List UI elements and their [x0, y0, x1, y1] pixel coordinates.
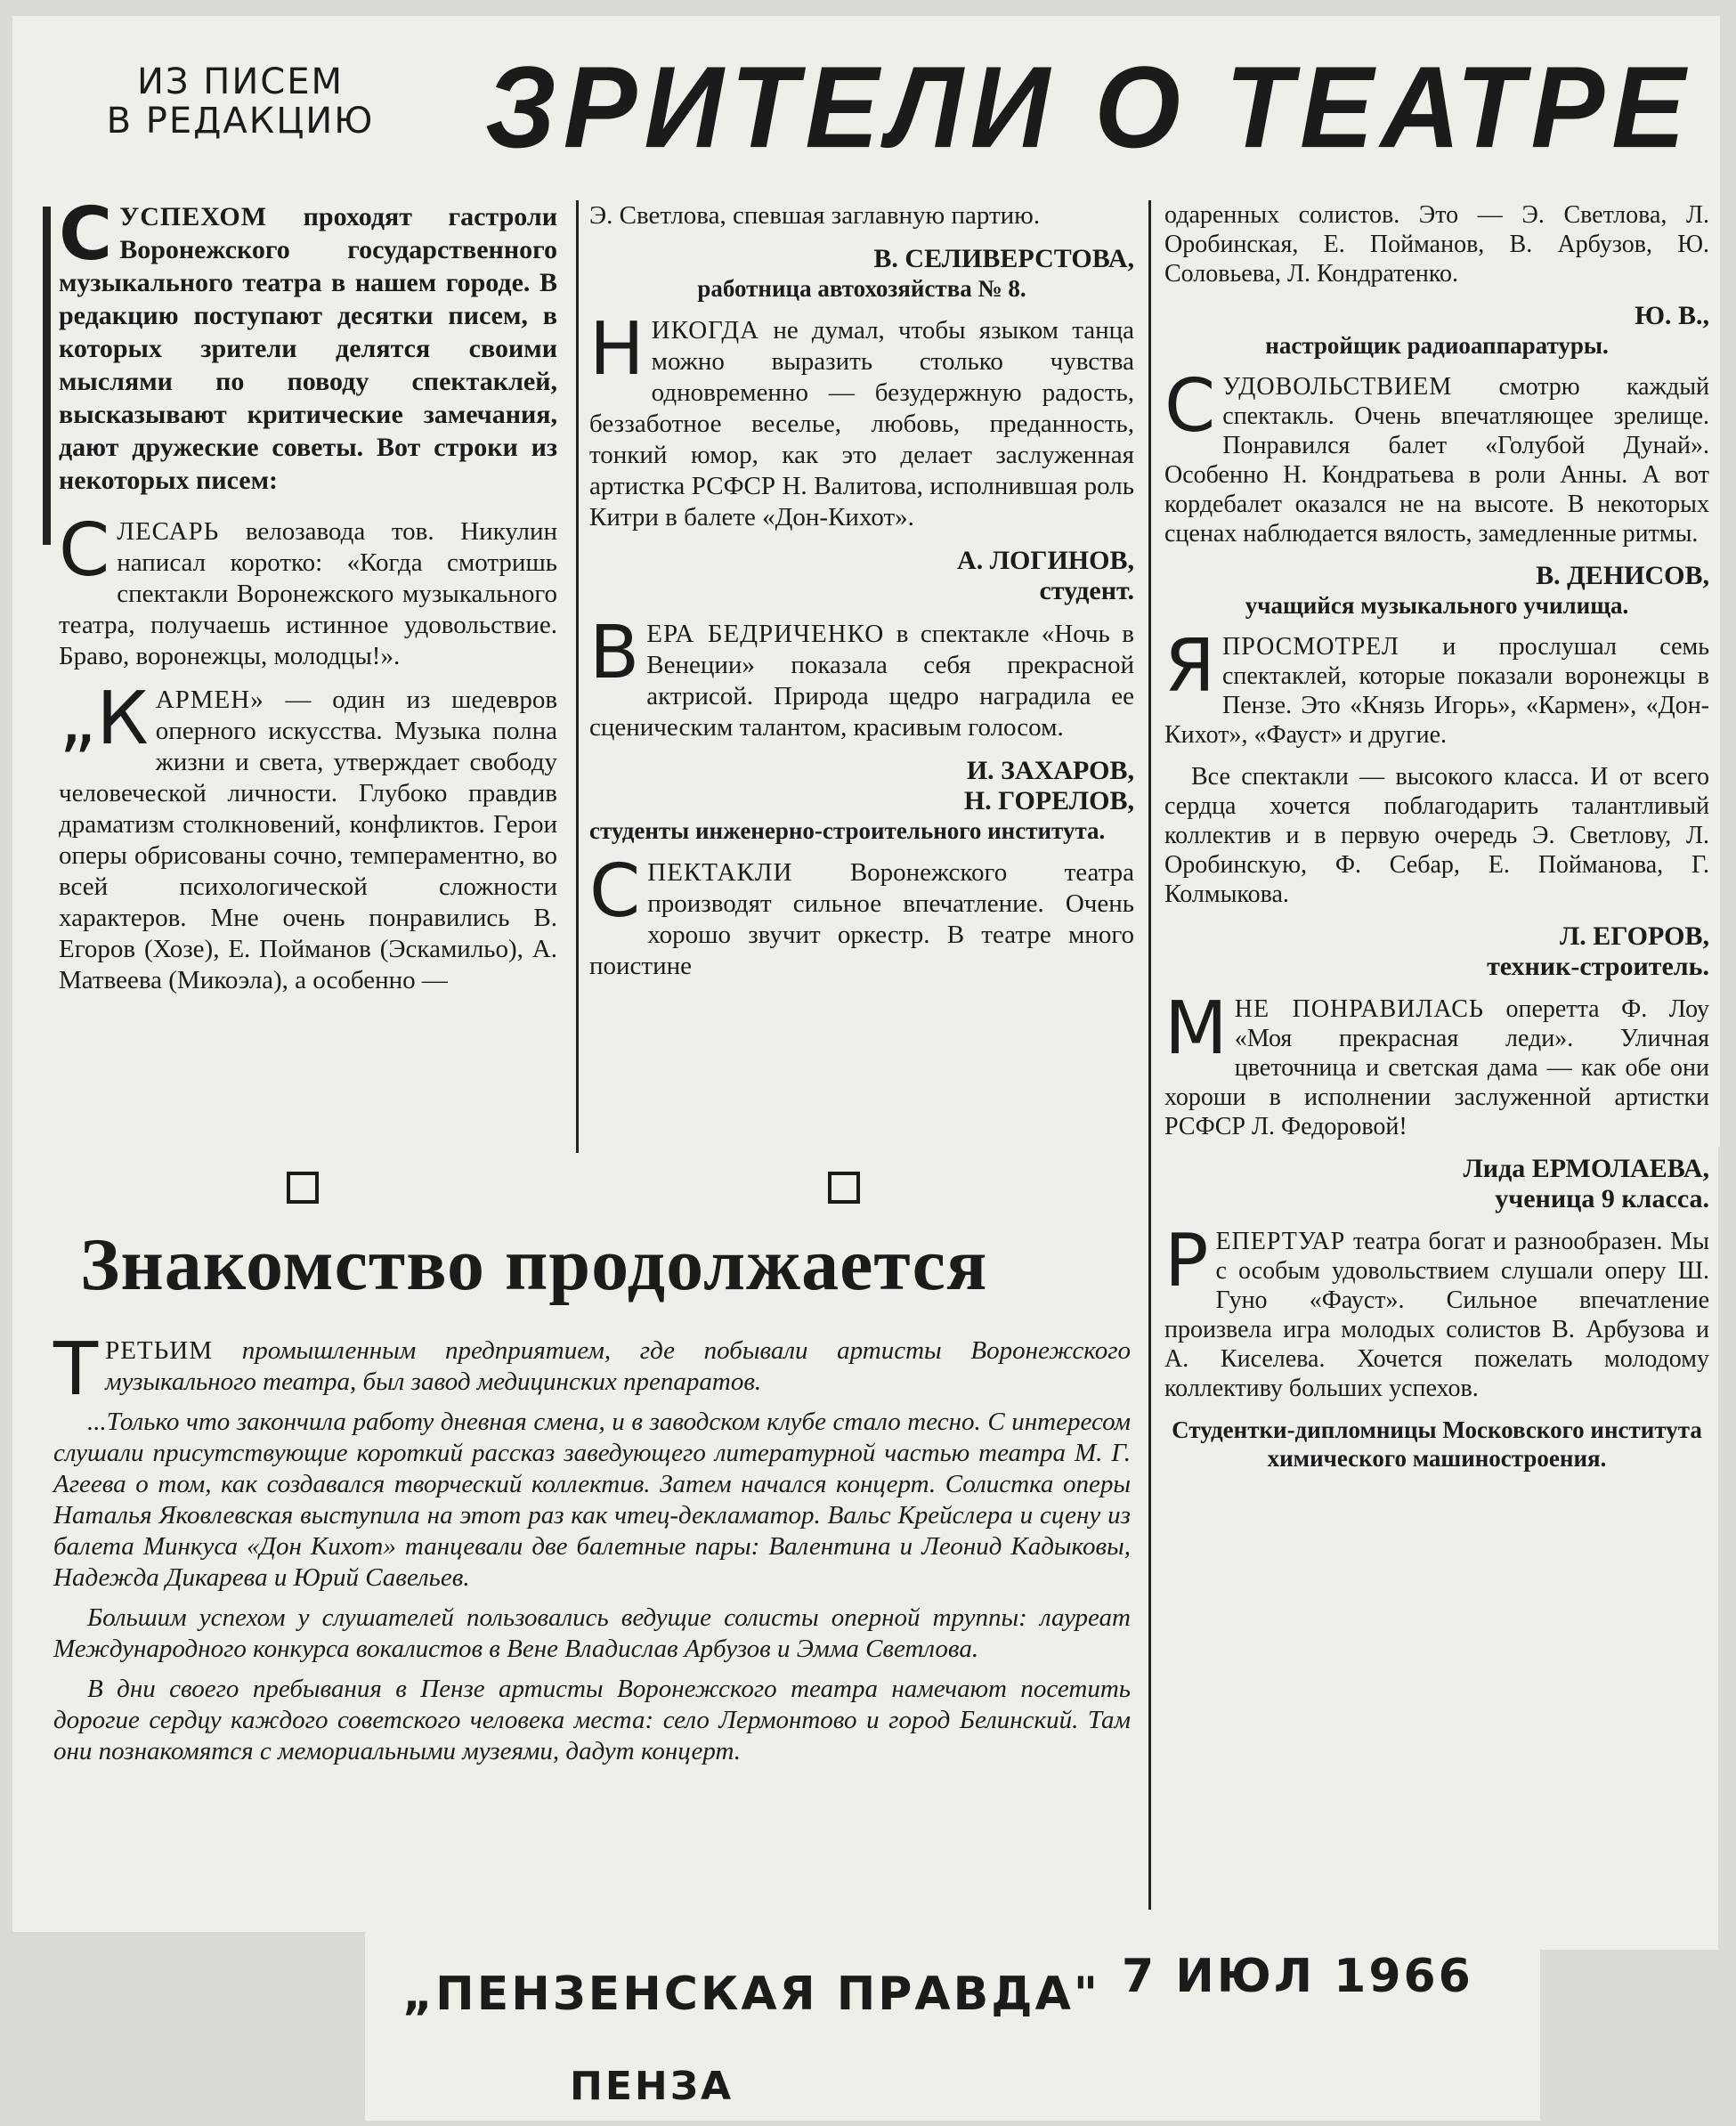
lead-caps: ИКОГДА — [651, 316, 760, 345]
letter-paragraph: Э. Светлова, спевшая заглавную партию. — [589, 201, 1041, 230]
signature-role: студент. — [1039, 576, 1134, 605]
signature-role: студенты инженерно-строительного института. — [589, 817, 1106, 844]
drop-cap: Н — [589, 307, 645, 392]
lead-caps: НЕ ПОНРАВИЛАСЬ — [1234, 995, 1484, 1023]
letter-paragraph — [589, 307, 1135, 533]
paragraph-text: не думал, чтобы языком танца можно выразить столько чувства одновременно — безудержную радость, беззаботное веселье, любовь, преданность, тонкий юмор, как это делает заслуженная артистка РСФСР Н. Валитова, исполнившая роль Китри в балете «Дон-Кихот». — [589, 316, 1135, 532]
letter-paragraph — [1164, 364, 1709, 548]
page-title: ЗРИТЕЛИ О ТЕАТРЕ — [485, 43, 1692, 173]
lead-text: проходят гастроли Воронежского государственного музыкального театра в нашем городе. В редакцию поступают десятки писем, в которых зрители делятся своими мыслями по поводу спектаклей, высказывают критические замечания, дают дружеские советы. Вот строки из некоторых писем: — [59, 202, 557, 495]
drop-cap: М — [1164, 986, 1228, 1071]
signature-name: Лида ЕРМОЛАЕВА, — [1463, 1154, 1709, 1183]
column-1 — [59, 192, 558, 1009]
letter-paragraph — [589, 849, 1135, 982]
signature-name: В. ДЕНИСОВ, — [1536, 561, 1709, 590]
issue-date: 7 ИЮЛ 1966 — [1122, 1950, 1473, 2003]
paragraph-text: смотрю каждый спектакль. Очень впечатляющее зрелище. Понравился балет «Голубой Дунай». Особенно Н. Кондратьева в роли Анны. А вот кордебалет оказался не на высоте. В некоторых сценах наблюдается вялость, замедленные ритмы. — [1164, 373, 1709, 548]
paragraph-text: театра богат и разнообразен. Мы с особым удовольствием слушали оперу Ш. Гуно «Фауст». Сильное впечатление произвела игра молодых солистов В. Арбузова и А. Киселева. Хочется пожелать молодому коллективу больших успехов. — [1164, 1228, 1709, 1402]
paragraph-text: в спектакле «Ночь в Венеции» показала себя прекрасной актрисой. Природа щедро наградила ее сценическим талантом, красивым голосом. — [589, 620, 1134, 742]
drop-cap: Т — [53, 1327, 99, 1412]
separator-square — [287, 1172, 319, 1204]
rubric-kicker — [89, 62, 392, 141]
drop-cap: С — [1164, 364, 1216, 449]
signature-name: Л. ЕГОРОВ, — [1559, 921, 1709, 951]
intro-side-bar — [43, 207, 51, 545]
signature-role: учащийся музыкального училища. — [1245, 592, 1629, 619]
newspaper-name: „ПЕНЗЕНСКАЯ ПРАВДА" — [402, 1968, 1100, 2021]
lead-caps: УСПЕХОМ — [119, 202, 268, 231]
article-paragraph: ...Только что закончила работу дневная смена, и в заводском клубе стало тесно. С интересом слушали присутствующие короткий рассказ заведующего литературной частью театра М. Г. Агеева о том, как создавался творческий коллектив. Затем начался концерт. Солистка оперы Наталья Яковлевская выступила на этот раз как чтец-декламатор. Вальс Крейслера и сцену из балета Минкуса «Дон Кихот» танцевали две балетные пары: Валентина и Леонид Кадыковы, Надежда Дикарева и Юрий Савельев. — [53, 1408, 1131, 1592]
signature-name: В. СЕЛИВЕРСТОВА, — [873, 244, 1134, 273]
separator-square — [828, 1172, 860, 1204]
signature-role: Студентки-дипломницы Московского института химического машиностроения. — [1172, 1416, 1702, 1472]
letter-paragraph — [1164, 986, 1709, 1141]
column-2 — [589, 200, 1134, 994]
signature-role: настройщик радиоаппаратуры. — [1265, 332, 1609, 359]
column-3 — [1164, 200, 1709, 1473]
paragraph-text: — один из шедевров оперного искусства. Музыка полна жизни и света, утверждает свободу человеческой личности. Глубоко правдив драматизм столкновений, конфликтов. Герои оперы обрисованы сочно, темпераментно, во всей психологической сложности характеров. Мне очень понравились В. Егоров (Хозе), Е. Пойманов (Эскамильо), А. Матвеева (Микоэла), а особенно — — [59, 686, 558, 994]
drop-cap: Я — [1164, 624, 1215, 709]
article-paragraph: В дни своего пребывания в Пензе артисты Воронежского театра намечают посетить дорогие сердцу каждого советского человека места: село Лермонтово и город Белинский. Там они познакомятся с мемориальными музеями, дадут концерт. — [53, 1675, 1131, 1765]
drop-cap: С — [59, 508, 110, 593]
lead-caps: ПЕКТАКЛИ — [647, 858, 793, 887]
kicker-line-1: ИЗ ПИСЕМ — [137, 61, 344, 102]
letter-paragraph: Все спектакли — высокого класса. И от всего сердца хочется поблагодарить талантливый коллектив и в первую очередь Э. Светлову, Л. Оробинскую, Ф. Себар, Е. Пойманова, Г. Колмыкова. — [1164, 763, 1709, 908]
letter-paragraph — [1164, 624, 1709, 750]
signature-name: И. ЗАХАРОВ, — [966, 756, 1134, 785]
letter-paragraph: одаренных солистов. Это — Э. Светлова, Л. Оробинская, Е. Пойманов, В. Арбузов, Ю. Соловьева, Л. Кондратенко. — [1164, 201, 1709, 288]
letter-paragraph — [59, 677, 558, 996]
kicker-line-2: В РЕДАКЦИЮ — [106, 101, 375, 142]
lead-caps: РЕТЬИМ — [105, 1336, 214, 1365]
signature-name: Ю. В., — [1635, 301, 1709, 330]
signature-name: Н. ГОРЕЛОВ, — [963, 786, 1134, 816]
city-name: ПЕНЗА — [570, 2064, 734, 2109]
lead-caps: АРМЕН» — [155, 686, 264, 714]
lead-caps: ЛЕСАРЬ — [117, 517, 220, 546]
drop-cap: Р — [1164, 1219, 1209, 1303]
drop-cap: В — [589, 611, 640, 695]
letter-paragraph — [1164, 1219, 1709, 1403]
lead-caps: ЕРА БЕДРИЧЕНКО — [646, 620, 885, 648]
letter-paragraph — [59, 508, 558, 672]
paragraph-text: Воронежского театра производят сильное впечатление. Очень хорошо звучит оркестр. В театре много поистине — [589, 858, 1135, 980]
column-rule-1 — [576, 200, 579, 1153]
paragraph-text: и прослушал семь спектаклей, которые показали воронежцы в Пензе. Это «Князь Игорь», «Кармен», «Дон-Кихот», «Фауст» и другие. — [1164, 633, 1709, 749]
signature-role: техник-строитель. — [1487, 952, 1709, 981]
intro-paragraph — [59, 192, 557, 497]
article-headline: Знакомство продолжается — [80, 1223, 988, 1306]
drop-cap: С — [589, 849, 641, 934]
article-paragraph — [53, 1327, 1132, 1412]
signature-role: ученица 9 класса. — [1495, 1184, 1709, 1213]
lead-caps: УДОВОЛЬСТВИЕМ — [1222, 373, 1453, 401]
paragraph-text: велозавода тов. Никулин написал коротко: «Когда смотришь спектакли Воронежского музыкального театра, получаешь истинное удовольствие. Браво, воронежцы, молодцы!». — [59, 517, 558, 670]
paragraph-text: промышленным предприятием, где побывали артисты Воронежского музыкального театра, был завод медицинских препаратов. — [105, 1336, 1132, 1396]
article-paragraph: Большим успехом у слушателей пользовались ведущие солисты оперной труппы: лауреат Международного конкурса вокалистов в Вене Владислав Арбузов и Эмма Светлова. — [53, 1603, 1131, 1663]
drop-cap: С — [59, 192, 113, 277]
signature-role: работница автохозяйства № 8. — [697, 275, 1026, 302]
article-body — [53, 1327, 1132, 1776]
letter-paragraph — [589, 611, 1134, 743]
drop-cap: „К — [59, 677, 149, 761]
lead-caps: ПРОСМОТРЕЛ — [1221, 633, 1399, 661]
lead-caps: ЕПЕРТУАР — [1215, 1228, 1346, 1255]
signature-name: А. ЛОГИНОВ, — [957, 546, 1134, 575]
column-rule-2 — [1148, 200, 1151, 1910]
paragraph-text: оперетта Ф. Лоу «Моя прекрасная леди». Уличная цветочница и светская дама — как обе они хороши в исполнении заслуженной артистки РСФСР Л. Федоровой! — [1164, 995, 1709, 1140]
